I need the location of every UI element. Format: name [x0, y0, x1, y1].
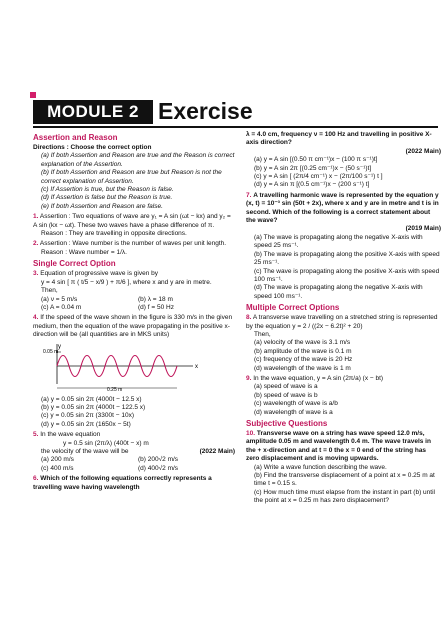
- q8-then: Then,: [254, 330, 271, 338]
- q6-year: (2022 Main): [405, 147, 441, 155]
- q5-tail: the velocity of the wave will be: [41, 447, 129, 455]
- ar-option-c: (c) If Assertion is true, but the Reason is false.: [41, 186, 174, 194]
- q4-option-c: (c) y = 0.05 sin 2π (3300t − 10x): [41, 412, 135, 420]
- q10-part-b: (b) Find the transverse displacement of a point at x = 0.25 m at time t = 0.15 s.: [254, 472, 435, 488]
- question-number: 4.: [33, 314, 39, 322]
- q7-text: A travelling harmonic wave is represented by the equation y (x, t) = 10⁻³ sin (50t + 2x), where x and y are in metre and t is in second. Which of the following is a correct statement about the wave?: [246, 191, 439, 225]
- question-8: [246, 314, 441, 331]
- wave-diagram: [43, 342, 223, 394]
- q9-option-a: (a) speed of wave is a: [254, 383, 318, 391]
- question-number: 10.: [246, 430, 256, 437]
- q4-option-a: (a) y = 0.05 sin 2π (4000t − 12.5 x): [41, 395, 142, 403]
- section-multiple-correct: Multiple Correct Options: [246, 303, 340, 313]
- q6-option-c: (c) y = A sin [ (2π/4 cm⁻¹) x − (2π/100 s⁻¹) t ]: [254, 173, 383, 181]
- q7-option-b: (b) The wave is propagating along the positive X-axis with speed 25 ms⁻¹.: [254, 250, 440, 267]
- q8-option-d: (d) wavelength of the wave is 1 m: [254, 364, 351, 372]
- left-column: [33, 131, 235, 492]
- q10-part-c: (c) How much time must elapse from the instant in part (b) until the point at x = 0.25 m has zero displacement?: [254, 488, 435, 505]
- module-label: MODULE 2: [33, 100, 153, 124]
- question-9: [246, 375, 441, 383]
- question-10: [246, 430, 441, 464]
- q5-text: In the wave equation: [40, 431, 101, 439]
- question-2: [33, 240, 235, 248]
- question-number: 6.: [33, 475, 39, 483]
- right-column: [246, 131, 441, 506]
- q7-option-a: (a) The wave is propagating along the negative X-axis with speed 25 ms⁻¹.: [254, 233, 423, 250]
- q5-year: (2022 Main): [199, 447, 235, 455]
- amplitude-label: 0.05 m: [43, 348, 59, 355]
- q2-assertion: Assertion : Wave number is the number of waves per unit length.: [39, 240, 227, 248]
- q10-part-a: (a) Write a wave function describing the wave.: [254, 463, 387, 471]
- q3-option-a: (a) ν = 5 m/s: [41, 295, 78, 303]
- question-number: 7.: [246, 191, 252, 199]
- question-number: 2.: [33, 240, 39, 248]
- q5-tail-row: [33, 448, 235, 456]
- q10-text: Transverse wave on a string has wave speed 12.0 m/s, amplitude 0.05 m and wavelength 0.4 m. The wave travels in the + x-direction and at t = 0 the x = 0 end of the string has zero displacement and is moving upwards.: [246, 430, 431, 463]
- section-single-correct: Single Correct Option: [33, 259, 116, 269]
- question-number: 1.: [33, 213, 39, 221]
- q5-option-d: (d) 400√2 m/s: [138, 464, 179, 472]
- q6-continuation: λ = 4.0 cm, frequency ν = 100 Hz and travelling in positive X-axis direction?: [246, 131, 432, 147]
- q3-options-row2: [33, 304, 235, 312]
- q9-text: In the wave equation, y = A sin (2π/a) (x − bt): [253, 374, 384, 382]
- question-number: 9.: [246, 374, 252, 382]
- q3-equation: y = 4 sin [ π ( t/5 − x/9 ) + π/6 ], where x and y are in metre.: [41, 278, 212, 286]
- q2-reason: Reason : Wave number = 1/λ.: [41, 248, 127, 256]
- directions: Directions : Choose the correct option: [33, 144, 152, 151]
- q7-option-d: (d) The wave is propagating along the negative X-axis with speed 100 ms⁻¹.: [254, 284, 423, 300]
- y-axis-label: y: [58, 343, 61, 350]
- q9-option-c: (c) wavelength of wave is a/b: [254, 400, 338, 408]
- question-6: [33, 475, 235, 492]
- question-1: [33, 213, 235, 230]
- q6-option-d: (d) y = A sin π [(0.5 cm⁻¹)x − (200 s⁻¹) t]: [254, 181, 370, 189]
- q8-option-a: (a) velocity of the wave is 3.1 m/s: [254, 339, 351, 347]
- question-7: [246, 192, 441, 226]
- question-number: 5.: [33, 431, 39, 439]
- q4-text: If the speed of the wave shown in the figure is 330 m/s in the given medium, then the equation of the wave propagating in the positive x-direction will be (all quantities are in MKS units): [33, 314, 233, 339]
- q3-option-c: (c) A = 0.04 m: [41, 303, 82, 311]
- ar-option-e: (e) If both Assertion and Reason are false.: [41, 202, 163, 210]
- q8-option-c: (c) frequency of the wave is 20 Hz: [254, 356, 353, 364]
- section-subjective: Subjective Questions: [246, 419, 328, 428]
- question-4: [33, 314, 235, 339]
- question-3: [33, 270, 235, 278]
- title-divider: [33, 126, 438, 128]
- q9-option-b: (b) speed of wave is b: [254, 391, 318, 399]
- q5-equation: y = 0.5 sin (2π/λ) (400t − x) m: [63, 439, 149, 447]
- section-assertion-reason: Assertion and Reason: [33, 133, 118, 142]
- q8-option-b: (b) amplitude of the wave is 0.1 m: [254, 347, 352, 355]
- section-marker: [30, 92, 36, 98]
- q7-option-c: (c) The wave is propagating along the positive X-axis with speed 100 ms⁻¹.: [254, 267, 440, 283]
- length-label: 0.25 m: [107, 386, 123, 393]
- question-number: 3.: [33, 270, 39, 278]
- q3-options-row1: [33, 296, 235, 304]
- q1-reason: Reason : They are travelling in opposite directions.: [41, 230, 187, 238]
- q5-option-c: (c) 400 m/s: [41, 464, 74, 472]
- q5-options-row2: [33, 465, 235, 473]
- ar-option-b: (b) If both Assertion and Reason are true but Reason is not the correct explanation of Assertion.: [41, 169, 222, 185]
- q4-option-b: (b) y = 0.05 sin 2π (4000t − 122.5 x): [41, 403, 146, 411]
- q6-option-a: (a) y = A sin [(0.50 π cm⁻¹)x − (100 π s⁻¹)t]: [254, 156, 378, 164]
- q3-then: Then,: [41, 287, 58, 295]
- wave-figure: [43, 342, 223, 394]
- q6-text: Which of the following equations correctly represents a travelling wave having wavelength: [33, 475, 212, 491]
- q3-option-b: (b) λ = 18 m: [138, 295, 173, 303]
- q1-assertion: Assertion : Two equations of wave are y₁ = A sin (ωt − kx) and y₂ = A sin (kx − ωt). These two waves have a phase difference of π.: [33, 213, 231, 229]
- q4-option-d: (d) y = 0.05 sin 2π (1650x − 5t): [41, 420, 131, 428]
- q5-option-b: (b) 200√2 m/s: [138, 456, 179, 464]
- q9-option-d: (d) wavelength of wave is a: [254, 408, 333, 416]
- q5-options-row1: [33, 456, 235, 464]
- q5-option-a: (a) 200 m/s: [41, 456, 74, 464]
- question-5: [33, 431, 235, 439]
- q8-text: A transverse wave travelling on a stretched string is represented by the equation y = 2 / ((2x − 6.2t)² + 20): [246, 314, 438, 330]
- q6-option-b: (b) y = A sin 2π [(0.25 cm⁻¹)x − (50 s⁻¹)t]: [254, 164, 372, 172]
- ar-option-d: (d) If Assertion is false but the Reason is true.: [41, 194, 173, 202]
- page-title: Exercise: [158, 98, 253, 124]
- q7-year: (2019 Main): [405, 225, 441, 233]
- ar-option-a: (a) If both Assertion and Reason are true and the Reason is correct explanation of the Assertion.: [41, 152, 235, 168]
- q3-text: Equation of progressive wave is given by: [40, 270, 159, 278]
- question-number: 8.: [246, 314, 252, 322]
- q3-option-d: (d) f = 50 Hz: [138, 303, 174, 311]
- x-axis-label: x: [195, 363, 198, 370]
